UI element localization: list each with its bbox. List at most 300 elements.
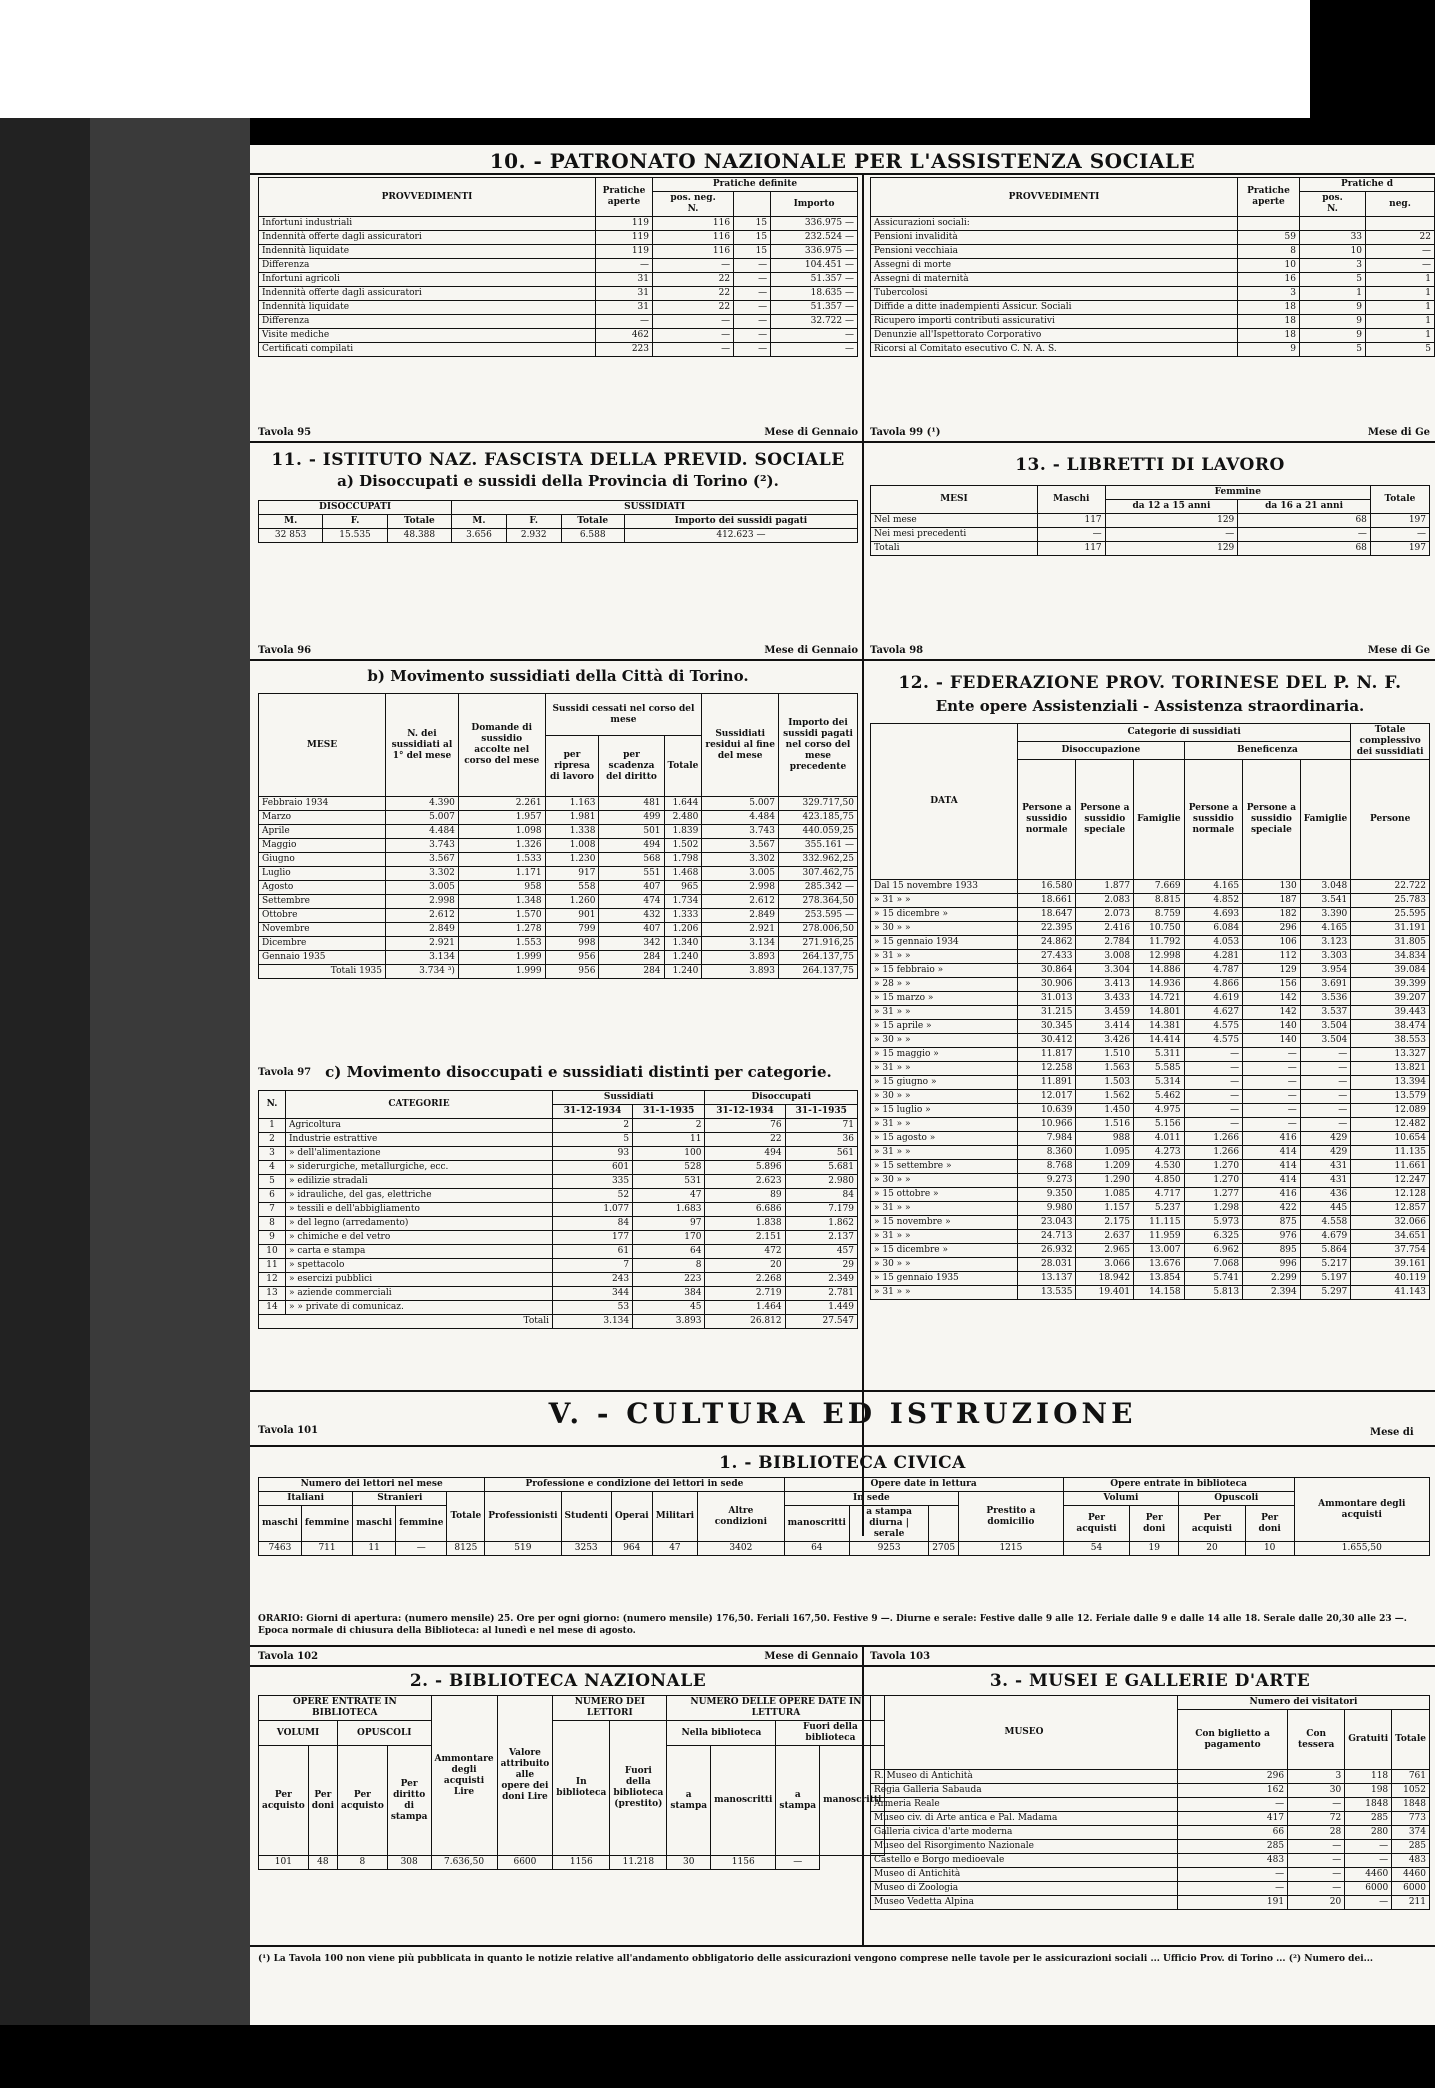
table-row [259, 343, 858, 357]
table-cell: 197 [1370, 514, 1429, 528]
table-row [259, 1273, 858, 1287]
table-cell: 901 [545, 909, 599, 923]
table-cell: 19.401 [1076, 1286, 1134, 1300]
table-cell: — [734, 301, 771, 315]
table-cell: Novembre [259, 923, 386, 937]
table-row [259, 1133, 858, 1147]
table-cell: 1 [1366, 329, 1435, 343]
table-cell: 197 [1370, 542, 1429, 556]
table-row [259, 895, 858, 909]
table-cell: » aziende commerciali [286, 1287, 553, 1301]
table-cell: 8.360 [1018, 1146, 1076, 1160]
table-cell: Nei mesi precedenti [871, 528, 1038, 542]
table-cell: 2.268 [705, 1273, 785, 1287]
col-header: OPUSCOLI [338, 1721, 431, 1746]
table-cell: 1.077 [553, 1203, 633, 1217]
table-cell: » 30 » » [871, 1174, 1018, 1188]
table-cell: 4.575 [1184, 1020, 1242, 1034]
table-cell: 3.459 [1076, 1006, 1134, 1020]
section-12-title: 12. - FEDERAZIONE PROV. TORINESE DEL P. N. F. [898, 673, 1402, 693]
table-cell: 6 [259, 1189, 286, 1203]
table-row [871, 1272, 1430, 1286]
table-cell: 7.669 [1134, 880, 1185, 894]
table-cell: 436 [1300, 1188, 1351, 1202]
table-cell: 13.007 [1134, 1244, 1185, 1258]
cell: 32 853 [259, 529, 323, 543]
table-cell: 3.413 [1076, 978, 1134, 992]
table-cell: 355.161 — [779, 839, 858, 853]
table-cell: 1.999 [458, 951, 545, 965]
table-cell: 117 [1038, 514, 1106, 528]
table-cell: 26.932 [1018, 1244, 1076, 1258]
left-shadow-band [90, 118, 250, 2088]
table-cell: 156 [1243, 978, 1301, 992]
col-header: Operai [611, 1492, 652, 1542]
table-cell: 182 [1243, 908, 1301, 922]
table-cell: 38.553 [1351, 1034, 1430, 1048]
table-cell: 1.957 [458, 811, 545, 825]
table-cell: 414 [1243, 1160, 1301, 1174]
table-cell: 875 [1243, 1216, 1301, 1230]
col-header: Fuori della biblioteca (prestito) [610, 1721, 667, 1856]
col-header: Gratuiti [1345, 1710, 1392, 1770]
table-row [259, 825, 858, 839]
table-cell: 4.558 [1300, 1216, 1351, 1230]
table-cell: — [1184, 1104, 1242, 1118]
table-cell: 129 [1105, 514, 1238, 528]
col-header: In biblioteca [553, 1721, 610, 1856]
table-cell: 19 [1130, 1542, 1179, 1556]
table-cell: 1.999 [458, 965, 545, 979]
table-cell: 14.381 [1134, 1020, 1185, 1034]
table-row [259, 1542, 1430, 1556]
table-cell: 264.137,75 [779, 951, 858, 965]
table-cell: 2.083 [1076, 894, 1134, 908]
table-cell: 7 [259, 1203, 286, 1217]
table-cell: 1.862 [785, 1217, 857, 1231]
col-header: a stampa [667, 1746, 711, 1856]
col-header: Totale [561, 515, 624, 529]
table-cell: 2.998 [386, 895, 459, 909]
table-cell: 2.151 [705, 1231, 785, 1245]
table-cell: 1.449 [785, 1301, 857, 1315]
table-cell: 483 [1392, 1854, 1430, 1868]
table-cell: 285 [1345, 1812, 1392, 1826]
col-header: Persone a sussidio normale [1018, 760, 1076, 880]
table-cell: 100 [633, 1147, 705, 1161]
table-cell: 11.115 [1134, 1216, 1185, 1230]
tavola-103-footer: Tavola 103 [870, 1651, 931, 1662]
table-cell: 431 [1300, 1160, 1351, 1174]
table-cell: — [1345, 1896, 1392, 1910]
table-cell: — [1243, 1090, 1301, 1104]
col-header: Sussidiati [553, 1091, 705, 1105]
table-cell: 5 [259, 1175, 286, 1189]
table-cell: 10 [259, 1245, 286, 1259]
table-cell: 10 [1300, 245, 1366, 259]
table-row [871, 1826, 1430, 1840]
table-cell: » carta e stampa [286, 1245, 553, 1259]
table-cell: Dal 15 novembre 1933 [871, 880, 1018, 894]
table-cell: 429 [1300, 1146, 1351, 1160]
table-row [871, 1286, 1430, 1300]
col-header: CATEGORIE [286, 1091, 553, 1119]
table-cell: 1.563 [1076, 1062, 1134, 1076]
table-row [871, 1048, 1430, 1062]
col-header: Sussidiati residui al fine del mese [702, 694, 779, 797]
col-header: Pratiche d [1300, 178, 1435, 192]
table-cell: 10.966 [1018, 1118, 1076, 1132]
table-cell: 3.504 [1300, 1020, 1351, 1034]
table-cell: 4.390 [386, 797, 459, 811]
table-cell: 445 [1300, 1202, 1351, 1216]
table-cell: 30 [667, 1856, 711, 1870]
table-cell: 61 [553, 1245, 633, 1259]
table-cell: 5.156 [1134, 1118, 1185, 1132]
table-cell: 2.921 [702, 923, 779, 937]
group-header: SUSSIDIATI [452, 501, 858, 515]
tavola-99-footer: Tavola 99 (¹) Mese di Ge [870, 427, 1430, 438]
table-cell: — [1288, 1882, 1345, 1896]
table-cell: Totali [871, 542, 1038, 556]
table-cell: — [1243, 1076, 1301, 1090]
table-cell: 3.005 [386, 881, 459, 895]
table-cell: » 15 agosto » [871, 1132, 1018, 1146]
table-row [871, 1104, 1430, 1118]
col-header: F. [506, 515, 561, 529]
table-cell: 8 [259, 1217, 286, 1231]
table-cell: 64 [784, 1542, 849, 1556]
table-cell: 5.314 [1134, 1076, 1185, 1090]
col-header: Importo dei sussidi pagati [624, 515, 857, 529]
table-cell: 2.612 [702, 895, 779, 909]
divider [250, 1665, 1435, 1667]
col-header: Professionisti [485, 1492, 561, 1542]
table-cell: 958 [458, 881, 545, 895]
col-header: OPERE ENTRATE IN BIBLIOTECA [259, 1696, 432, 1721]
col-header: 31-12-1934 [705, 1105, 785, 1119]
table-cell: Museo di Antichità [871, 1868, 1178, 1882]
table-cell: 16 [1238, 273, 1300, 287]
table-cell: » 15 giugno » [871, 1076, 1018, 1090]
table-cell: 52 [553, 1189, 633, 1203]
col-header: pos. neg. N. [653, 192, 734, 217]
table-row [871, 301, 1435, 315]
page [250, 145, 1435, 2025]
table-cell: — [1184, 1076, 1242, 1090]
col-header: Persone a sussidio normale [1184, 760, 1242, 880]
col-header: N. dei sussidiati al 1° del mese [386, 694, 459, 797]
table-row [871, 950, 1430, 964]
section-11b-title: b) Movimento sussidiati della Città di Torino. [367, 667, 749, 685]
table-cell: 9.980 [1018, 1202, 1076, 1216]
table-cell: 30.412 [1018, 1034, 1076, 1048]
table-cell: 1.270 [1184, 1174, 1242, 1188]
col-header: manoscritti [784, 1506, 849, 1542]
table-cell: 3.743 [386, 839, 459, 853]
table-row [259, 1203, 858, 1217]
table-cell: 31.013 [1018, 992, 1076, 1006]
table-row [871, 1784, 1430, 1798]
table-cell: 39.443 [1351, 1006, 1430, 1020]
col-header: Per doni [1245, 1506, 1294, 1542]
table-cell: 18.635 — [771, 287, 858, 301]
table-cell: 1.209 [1076, 1160, 1134, 1174]
table-cell: 93 [553, 1147, 633, 1161]
col-header: Per diritto di stampa [387, 1746, 431, 1856]
table-cell: 483 [1178, 1854, 1288, 1868]
table-cell: 14.886 [1134, 964, 1185, 978]
table-cell: 53 [553, 1301, 633, 1315]
table-cell: » 15 gennaio 1935 [871, 1272, 1018, 1286]
table-cell: 1.098 [458, 825, 545, 839]
col-header: Italiani [259, 1492, 353, 1506]
table-cell: — [1178, 1882, 1288, 1896]
table-cell: — [1366, 259, 1435, 273]
table-cell: 342 [599, 937, 664, 951]
table-cell: » 28 » » [871, 978, 1018, 992]
table-row [259, 1161, 858, 1175]
table-cell: — [1184, 1062, 1242, 1076]
table-row [259, 797, 858, 811]
section-v-title: V. - CULTURA ED ISTRUZIONE [548, 1397, 1137, 1430]
table-cell: 162 [1178, 1784, 1288, 1798]
table-cell: » 30 » » [871, 1090, 1018, 1104]
table-cell: 10.750 [1134, 922, 1185, 936]
table-row [259, 1231, 858, 1245]
table-cell: Dicembre [259, 937, 386, 951]
table-cell: 3.066 [1076, 1258, 1134, 1272]
table-cell: 1.503 [1076, 1076, 1134, 1090]
col-header: 31-1-1935 [633, 1105, 705, 1119]
table-cell: 2.349 [785, 1273, 857, 1287]
table-cell: 3 [1288, 1770, 1345, 1784]
table-cell: 1.260 [545, 895, 599, 909]
table-cell: Visite mediche [259, 329, 596, 343]
table-cell: 344 [553, 1287, 633, 1301]
table-cell: — [1243, 1062, 1301, 1076]
table-cell: 4.717 [1134, 1188, 1185, 1202]
table-cell: 27.547 [785, 1315, 857, 1329]
table-cell: Nel mese [871, 514, 1038, 528]
table-row [259, 839, 858, 853]
col-header: 31-1-1935 [785, 1105, 857, 1119]
table-cell: 101 [259, 1856, 309, 1870]
table-cell: 280 [1345, 1826, 1392, 1840]
table-cell: 12.247 [1351, 1174, 1430, 1188]
table-cell: 170 [633, 1231, 705, 1245]
table-row [871, 1798, 1430, 1812]
table-cell: 1.450 [1076, 1104, 1134, 1118]
table-cell: 6600 [497, 1856, 553, 1870]
table-cell: 494 [705, 1147, 785, 1161]
table-cell: 22 [1366, 231, 1435, 245]
table-cell: 417 [1178, 1812, 1288, 1826]
table-cell: 1.230 [545, 853, 599, 867]
table-row [871, 217, 1435, 231]
table-cell: 66 [1178, 1826, 1288, 1840]
table-cell: — [1300, 1090, 1351, 1104]
table-cell: 20 [1288, 1896, 1345, 1910]
section-11b-table [258, 693, 858, 979]
table-cell: 1.516 [1076, 1118, 1134, 1132]
table-cell: 1.206 [664, 923, 702, 937]
table-cell: » 15 luglio » [871, 1104, 1018, 1118]
table-cell: 3.893 [702, 951, 779, 965]
table-cell: 11.792 [1134, 936, 1185, 950]
table-cell: 5.896 [705, 1161, 785, 1175]
table-row [259, 287, 858, 301]
table-cell: » dell'alimentazione [286, 1147, 553, 1161]
table-cell: — [1243, 1104, 1301, 1118]
table-cell: 3.691 [1300, 978, 1351, 992]
table-cell: 51.357 — [771, 301, 858, 315]
table-cell: 481 [599, 797, 664, 811]
table-row [871, 1006, 1430, 1020]
table-cell: — [771, 329, 858, 343]
table-cell: 3.537 [1300, 1006, 1351, 1020]
table-cell: 12.482 [1351, 1118, 1430, 1132]
top-margin [0, 0, 1435, 120]
table-cell: Assicurazioni sociali: [871, 217, 1238, 231]
section-13-table [870, 485, 1430, 556]
table-cell: 1215 [959, 1542, 1063, 1556]
table-cell: 284 [599, 951, 664, 965]
table-cell: — [396, 1542, 447, 1556]
table-cell: Totali 1935 [259, 965, 386, 979]
divider [250, 1945, 1435, 1947]
table-row [871, 1258, 1430, 1272]
total-row [259, 965, 858, 979]
table-cell: 285.342 — [779, 881, 858, 895]
col-header: Con tessera [1288, 1710, 1345, 1770]
table-row [259, 301, 858, 315]
left-dark-band [0, 118, 90, 2088]
table-cell: 1.510 [1076, 1048, 1134, 1062]
col-header: NUMERO DELLE OPERE DATE IN LETTURA [667, 1696, 885, 1721]
col-header: M. [452, 515, 507, 529]
table-cell: 1.266 [1184, 1132, 1242, 1146]
table-cell: 799 [545, 923, 599, 937]
col-header: Famiglie [1134, 760, 1185, 880]
table-cell: 140 [1243, 1034, 1301, 1048]
table-cell: 1.008 [545, 839, 599, 853]
table-cell: 568 [599, 853, 664, 867]
table-cell: 10 [1245, 1542, 1294, 1556]
table-cell: 31 [596, 287, 653, 301]
table-cell: — [1243, 1048, 1301, 1062]
table-cell: 296 [1178, 1770, 1288, 1784]
section-3-table [870, 1695, 1430, 1910]
table-row [871, 528, 1430, 542]
table-cell: 211 [1392, 1896, 1430, 1910]
table-cell: 28 [1288, 1826, 1345, 1840]
table-cell: 3.390 [1300, 908, 1351, 922]
table-cell: 1.290 [1076, 1174, 1134, 1188]
table-cell: 7.984 [1018, 1132, 1076, 1146]
table-cell: 8.768 [1018, 1160, 1076, 1174]
orario-note: ORARIO: Giorni di apertura: (numero mensile) 25. Ore per ogni giorno: (numero mensile) 176,50. Feriali 167,50. Festive 9 —. Diurne e serale: Festive dalle 9 alle 12. Feriale dalle 9 e dalle 14 alle 18. Serale dalle 20,30 alle 23 —. Epoca normale di chiusura della Biblioteca: al lunedì e nel mese di agosto. [258, 1614, 1407, 1636]
table-cell: 5 [1366, 343, 1435, 357]
table-cell: 116 [653, 245, 734, 259]
table-cell: 118 [1345, 1770, 1392, 1784]
table-cell: 3.734 ³) [386, 965, 459, 979]
col-header: Altre condizioni [698, 1492, 785, 1542]
table-cell: » 30 » » [871, 922, 1018, 936]
table-cell: 1.278 [458, 923, 545, 937]
table-cell: 48 [308, 1856, 337, 1870]
table-cell: 14.721 [1134, 992, 1185, 1006]
table-row [259, 937, 858, 951]
table-row [871, 273, 1435, 287]
table-cell: 34.834 [1351, 950, 1430, 964]
table-cell: 13.676 [1134, 1258, 1185, 1272]
table-row [871, 231, 1435, 245]
col-header: Importo [771, 192, 858, 217]
divider [250, 173, 1435, 175]
table-cell: 551 [599, 867, 664, 881]
table-cell: Settembre [259, 895, 386, 909]
table-cell: 1.468 [664, 867, 702, 881]
table-cell: 13.579 [1351, 1090, 1430, 1104]
table-cell: 416 [1243, 1188, 1301, 1202]
table-cell: 472 [705, 1245, 785, 1259]
table-cell: 519 [485, 1542, 561, 1556]
table-cell: 5.007 [386, 811, 459, 825]
table-cell: » spettacolo [286, 1259, 553, 1273]
table-cell: 1.798 [664, 853, 702, 867]
table-cell: » 15 maggio » [871, 1048, 1018, 1062]
table-cell: 3.567 [386, 853, 459, 867]
table-cell: 374 [1392, 1826, 1430, 1840]
table-cell: — [734, 329, 771, 343]
table-cell: 308 [387, 1856, 431, 1870]
table-cell: 1 [1366, 287, 1435, 301]
col-header: da 12 a 15 anni [1105, 500, 1238, 514]
table-cell: 31.215 [1018, 1006, 1076, 1020]
table-cell: 22 [653, 287, 734, 301]
table-cell: 3.304 [1076, 964, 1134, 978]
table-cell: 4.281 [1184, 950, 1242, 964]
table-cell: 2.175 [1076, 1216, 1134, 1230]
table-cell: 31 [596, 301, 653, 315]
table-cell: 20 [705, 1259, 785, 1273]
table-cell: 18 [1238, 315, 1300, 329]
table-row [871, 1770, 1430, 1784]
col-header: In sede [784, 1492, 959, 1506]
table-cell: 3.954 [1300, 964, 1351, 978]
table-cell: 9 [259, 1231, 286, 1245]
table-cell: 5.741 [1184, 1272, 1242, 1286]
table-cell: 12.017 [1018, 1090, 1076, 1104]
table-cell: 25.595 [1351, 908, 1430, 922]
table-cell: 31.805 [1351, 936, 1430, 950]
table-cell: 917 [545, 867, 599, 881]
table-cell: » 15 settembre » [871, 1160, 1018, 1174]
table-cell: 329.717,50 [779, 797, 858, 811]
tavola-96-footer: Tavola 96 Mese di Gennaio [258, 645, 858, 656]
table-cell: » 15 dicembre » [871, 1244, 1018, 1258]
table-cell: 7.068 [1184, 1258, 1242, 1272]
table-cell: 1.838 [705, 1217, 785, 1231]
table-cell: 32.722 — [771, 315, 858, 329]
table-cell: 7 [553, 1259, 633, 1273]
table-cell: 8125 [447, 1542, 485, 1556]
table-cell: 72 [1288, 1812, 1345, 1826]
table-cell: 1.562 [1076, 1090, 1134, 1104]
table-row [871, 894, 1430, 908]
table-cell: 9.273 [1018, 1174, 1076, 1188]
